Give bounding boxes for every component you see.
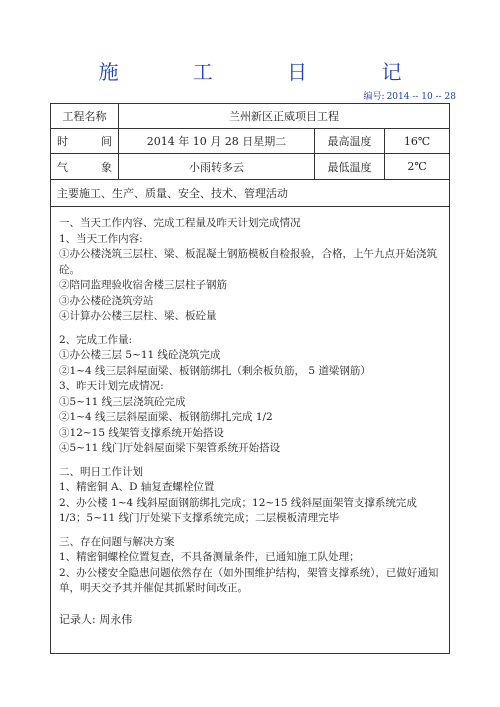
section-3-title: 三、存在问题与解决方案: [59, 535, 175, 548]
section-1-line: ①办公楼三层 5~11 线砼浇筑完成: [59, 349, 221, 361]
max-temp-label: 最高温度: [315, 129, 385, 153]
time-label: [51, 129, 119, 153]
section-3-line: 2、办公楼安全隐患问题依然存在（如外围维护结构，架管支撑系统），已做好通知单，明天交予其并催促其抓紧时间改正。: [59, 566, 439, 594]
section-2-line: 1、精密铜 A、D 轴复查螺栓位置: [59, 481, 215, 493]
serial-number: [362, 89, 456, 102]
project-label: 工程名称: [51, 104, 119, 128]
section-1-line: ①5~11 线三层浇筑砼完成: [59, 395, 186, 408]
weather-row: [51, 154, 449, 180]
section-1-subtitle-1: 1、当天工作内容:: [59, 232, 143, 245]
recorder-label: 记录人:: [59, 613, 96, 626]
time-label-a: 时: [57, 135, 68, 148]
recorder: [59, 611, 132, 627]
min-temp-value: 2℃: [407, 160, 427, 173]
min-temp-label: 最低温度: [315, 154, 385, 179]
serial-value: 2014 -- 10 -- 28: [386, 92, 456, 102]
section-2-title: 二、明日工作计划: [59, 465, 143, 478]
section-1-line: ①办公楼浇筑三层柱、梁、板混凝土钢筋模板自检报验，合格，上午九点开始浇筑砼。: [59, 248, 437, 276]
section-3-line: 1、精密铜螺栓位置复查，不具备测量条件，已通知施工队处理；: [59, 551, 360, 563]
serial-label: 编号:: [363, 92, 385, 102]
diary-content: [59, 216, 447, 597]
time-value: 2014 年 10 月 28 日星期二: [119, 129, 315, 153]
time-row: [51, 129, 449, 154]
activities-row: [51, 180, 449, 207]
section-1-subtitle-2: 2、完成工作量:: [59, 333, 133, 346]
weather-label-b: 象: [101, 160, 112, 174]
section-1-line: ④计算办公楼三层柱、梁、板砼量: [59, 310, 217, 322]
section-1-title: 一、当天工作内容、完成工程量及昨天计划完成情况: [59, 217, 301, 229]
time-label-b: 间: [101, 135, 112, 148]
section-1-line: ④5~11 线门厅处斜屋面梁下架管系统开始搭设: [59, 442, 281, 454]
project-row: [51, 104, 449, 129]
recorder-name: 周永伟: [99, 613, 133, 626]
section-2-line: 2、办公楼 1~4 线斜屋面钢筋绑扎完成；12~15 线斜屋面架管支撑系统完成 1/3；5~11 线门厅处梁下支撑系统完成；二层模板清理完毕: [59, 496, 421, 524]
section-1-subtitle-3: 3、昨天计划完成情况:: [59, 380, 164, 392]
section-1-line: ③12~15 线架管支撑系统开始搭设: [59, 426, 224, 439]
page-title: 施 工 日 记: [98, 60, 436, 84]
weather-label-a: 气: [57, 160, 68, 174]
weather-value: 小雨转多云: [119, 154, 315, 179]
section-1-line: ②陪同监理验收宿舍楼三层柱子钢筋: [59, 279, 227, 291]
section-1-line: ③办公楼砼浇筑旁站: [59, 294, 154, 307]
weather-label: [51, 154, 119, 179]
activities-label: 主要施工、生产、质量、安全、技术、管理活动: [57, 187, 288, 200]
section-1-line: ②1~4 线三层斜屋面梁、板钢筋绑扎（剩余板负筋， 5 道梁钢筋）: [59, 364, 371, 377]
max-temp-value: 16℃: [403, 134, 431, 148]
section-1-line: ②1~4 线三层斜屋面梁、板钢筋绑扎完成 1/2: [59, 411, 273, 423]
project-value: 兰州新区正威项目工程: [229, 110, 339, 123]
diary-sheet: [50, 103, 450, 654]
